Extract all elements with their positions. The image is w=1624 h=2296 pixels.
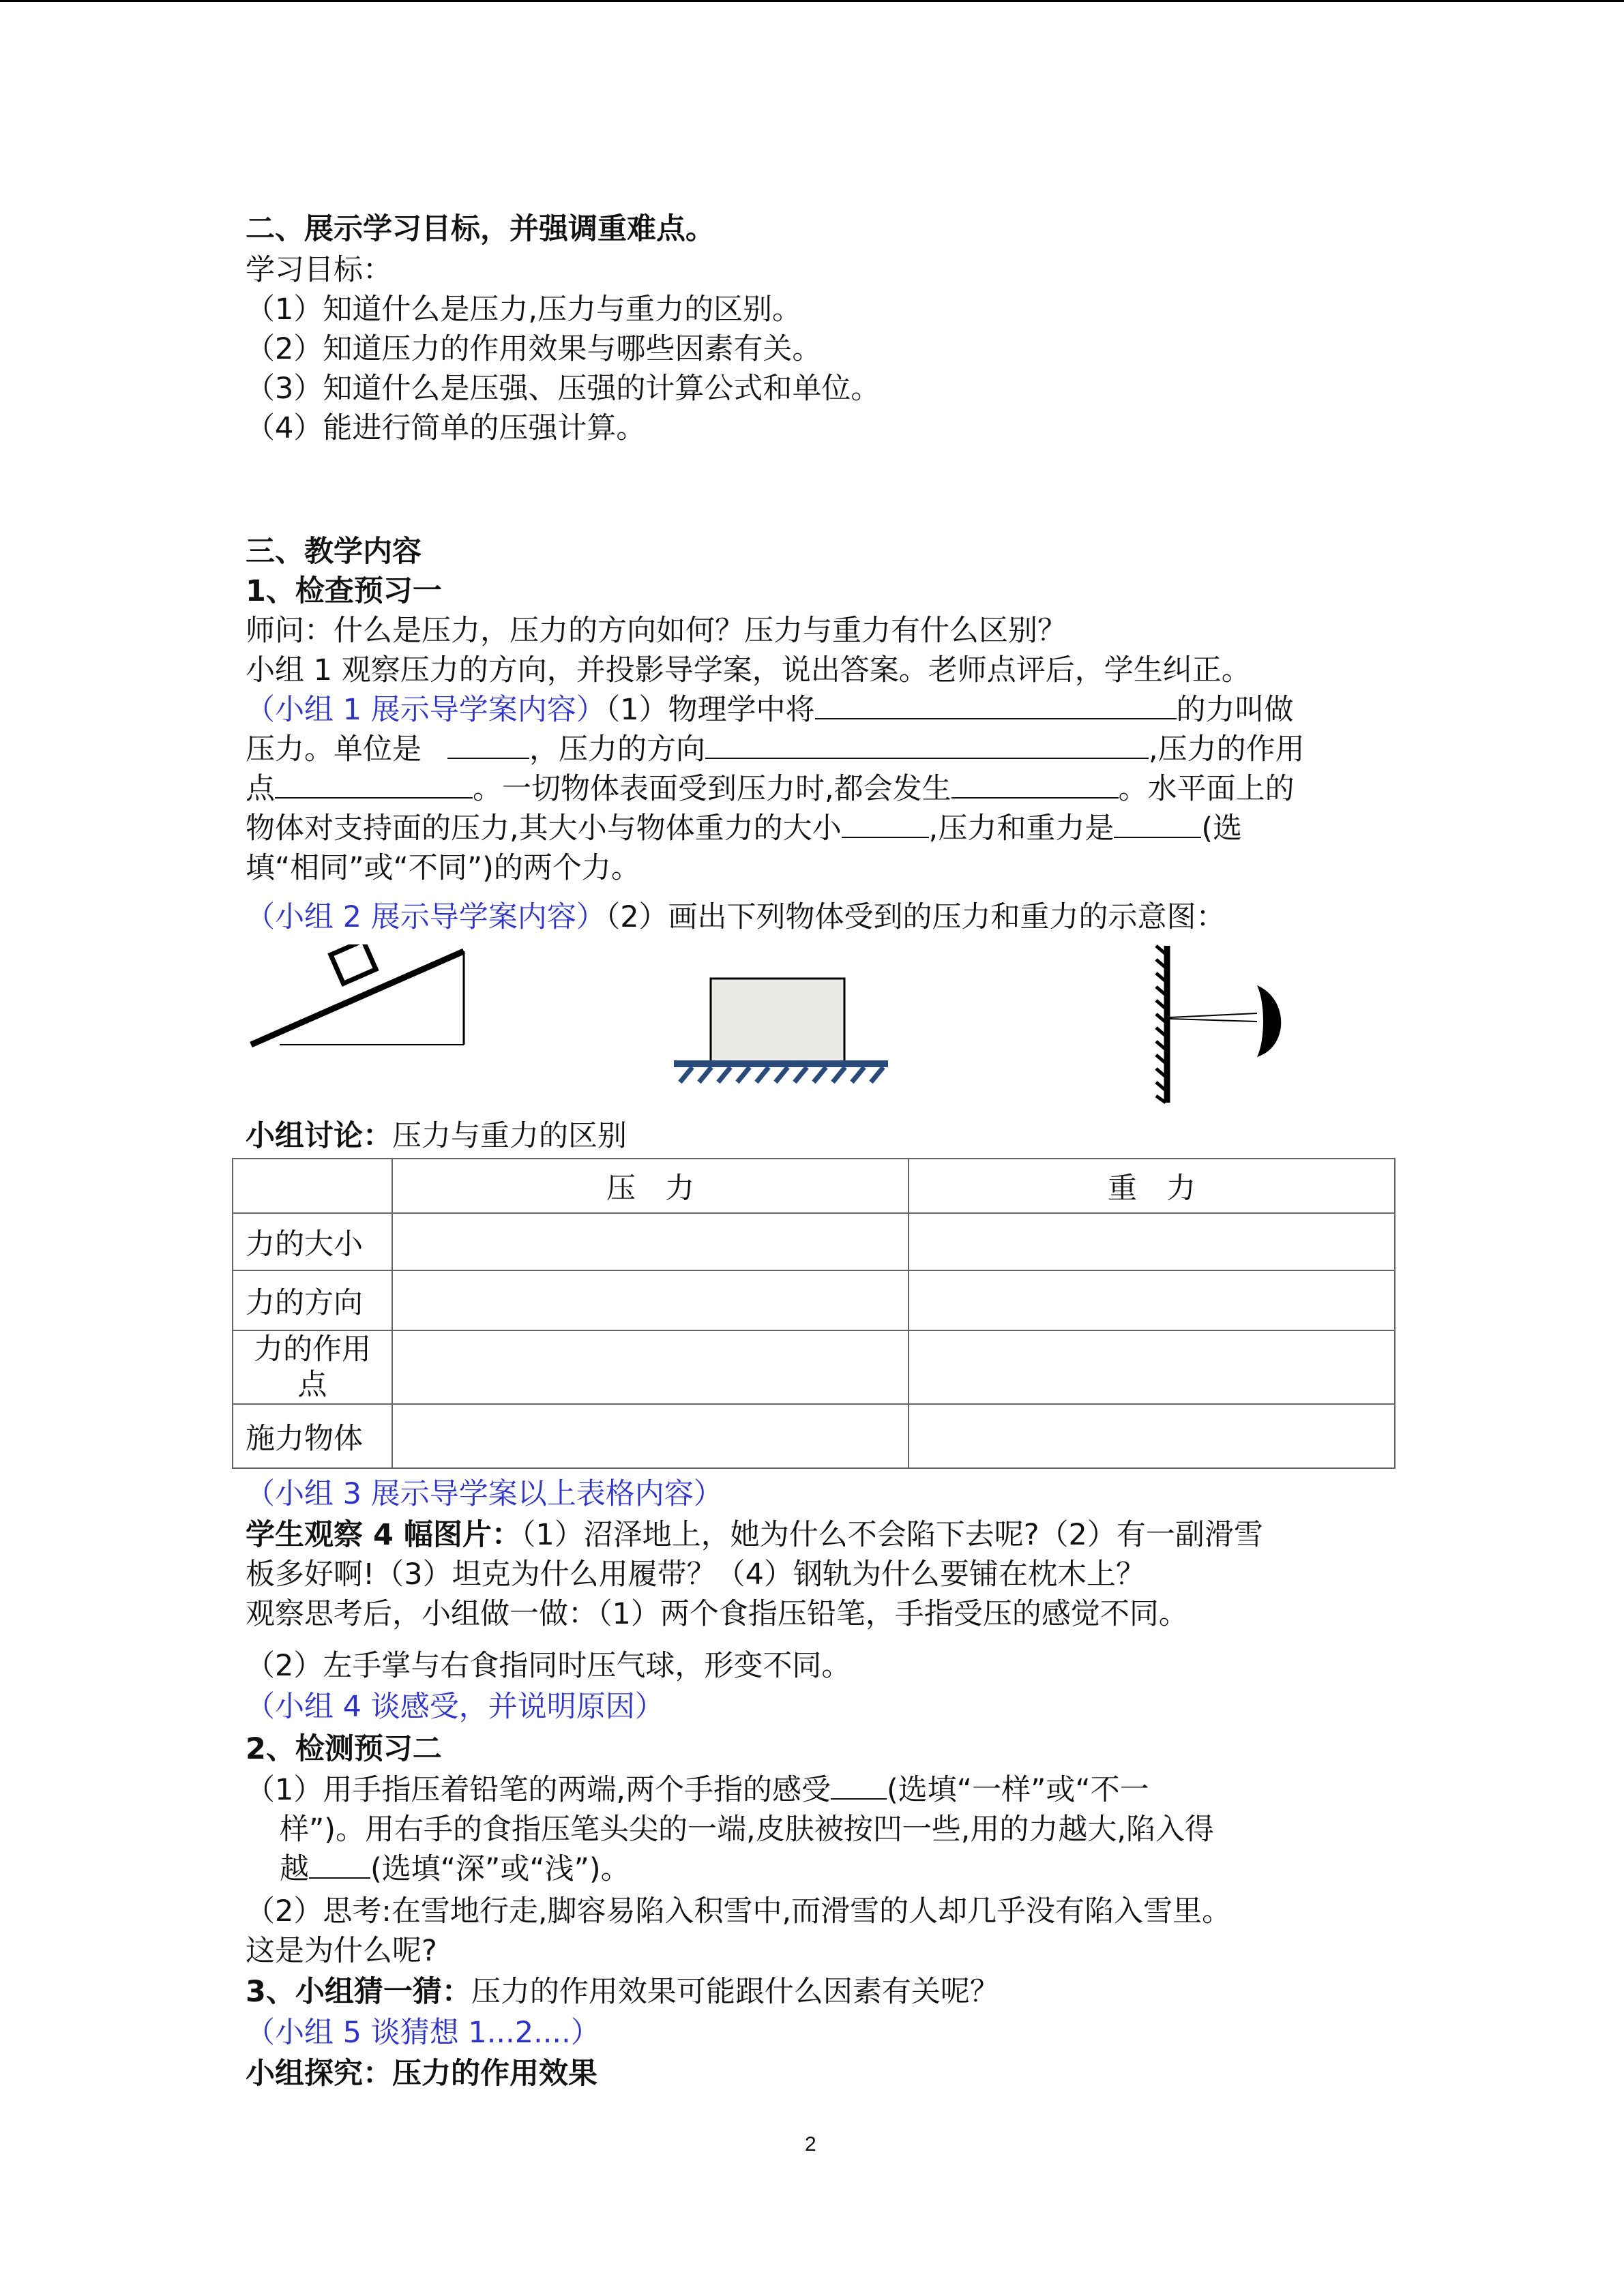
subsection-3-line bbox=[246, 1972, 999, 2012]
q1-blank-direction[interactable] bbox=[705, 730, 1149, 759]
group3-tag: （小组 3 展示导学案以上表格内容） bbox=[246, 1477, 723, 1511]
cell-pressure-exerting-object[interactable] bbox=[392, 1404, 909, 1468]
q1-blank-unit[interactable] bbox=[447, 730, 529, 759]
page-number: 2 bbox=[805, 2133, 816, 2156]
q1-text-h: 。水平面上的 bbox=[1118, 772, 1295, 806]
question-1-line-1 bbox=[246, 690, 1294, 730]
discussion-line bbox=[246, 1116, 627, 1156]
q1-text-b: 的力叫做 bbox=[1176, 693, 1294, 727]
suction-cup bbox=[1257, 985, 1281, 1057]
table-header-gravity: 重 力 bbox=[909, 1159, 1395, 1213]
table-row bbox=[233, 1330, 1395, 1404]
q1-text-j: ,压力和重力是 bbox=[928, 811, 1114, 846]
table-row bbox=[233, 1404, 1395, 1468]
practice-1-line-3 bbox=[280, 1849, 630, 1889]
observe-line-2: 板多好啊!（3）坦克为什么用履带？（4）钢轨为什么要铺在枕木上？ bbox=[246, 1557, 1145, 1592]
suction-cup-wall-figure bbox=[1149, 944, 1286, 1108]
suction-cup-stem-upper bbox=[1170, 1013, 1257, 1017]
practice-1-line-1 bbox=[246, 1770, 1149, 1810]
table-header-corner bbox=[233, 1159, 392, 1213]
cell-pressure-direction[interactable] bbox=[392, 1270, 909, 1330]
cell-pressure-point[interactable] bbox=[392, 1330, 909, 1404]
p1-text-b: (选填“一样”或“不一 bbox=[887, 1773, 1149, 1807]
group1-instruction: 小组 1 观察压力的方向，并投影导学案，说出答案。老师点评后，学生纠正。 bbox=[246, 653, 1251, 687]
q1-text-f: 点 bbox=[246, 772, 275, 806]
incline-block-figure bbox=[246, 944, 471, 1054]
q1-blank-magnitude[interactable] bbox=[842, 809, 929, 838]
p1-text-d: 越 bbox=[280, 1852, 309, 1886]
practice-1-line-2: 样”)。用右手的食指压笔头尖的一端,皮肤被按凹一些,用的力越大,陷入得 bbox=[280, 1813, 1215, 1847]
table-row bbox=[233, 1270, 1395, 1330]
practice-2-line-2: 这是为什么呢? bbox=[246, 1934, 437, 1968]
observe-label: 学生观察 4 幅图片： bbox=[246, 1518, 521, 1552]
p1-text-a: （1）用手指压着铅笔的两端,两个手指的感受 bbox=[246, 1773, 831, 1807]
subsection-3-label: 3、小组猜一猜： bbox=[246, 1975, 471, 2009]
teacher-question: 师问：什么是压力，压力的方向如何？压力与重力有什么区别？ bbox=[246, 614, 1067, 648]
discussion-label: 小组讨论： bbox=[246, 1119, 392, 1153]
cell-gravity-magnitude[interactable] bbox=[909, 1213, 1395, 1270]
box bbox=[711, 979, 844, 1063]
section3-heading: 三、教学内容 bbox=[246, 535, 422, 569]
q1-text-i: 物体对支持面的压力,其大小与物体重力的大小 bbox=[246, 811, 842, 846]
q1-blank-point[interactable] bbox=[275, 770, 473, 799]
q1-blank-deformation[interactable] bbox=[951, 770, 1119, 799]
row-label-direction: 力的方向 bbox=[233, 1270, 392, 1330]
question-1-line-3 bbox=[246, 769, 1295, 809]
discussion-text: 压力与重力的区别 bbox=[392, 1119, 627, 1153]
block-on-incline bbox=[331, 944, 376, 983]
cell-gravity-direction[interactable] bbox=[909, 1270, 1395, 1330]
q1-text-a: （1）物理学中将 bbox=[605, 693, 815, 727]
subsection-2-heading: 2、检测预习二 bbox=[246, 1732, 442, 1766]
think-line-2: （2）左手掌与右食指同时压气球，形变不同。 bbox=[246, 1649, 851, 1683]
observe-line-1 bbox=[246, 1515, 1263, 1555]
row-label-point-of-action: 力的作用点 bbox=[233, 1330, 392, 1404]
top-border bbox=[0, 0, 1624, 2]
q1-text-e: ,压力的作用 bbox=[1149, 732, 1305, 766]
question-2-text: （2）画出下列物体受到的压力和重力的示意图： bbox=[605, 900, 1226, 934]
group4-tag: （小组 4 谈感受，并说明原因） bbox=[246, 1690, 664, 1724]
objective-2: （2）知道压力的作用效果与哪些因素有关。 bbox=[246, 332, 822, 366]
observe-text-a: （1）沼泽地上，她为什么不会陷下去呢?（2）有一副滑雪 bbox=[520, 1518, 1263, 1552]
q1-text-d: ，压力的方向 bbox=[529, 732, 705, 766]
cell-pressure-magnitude[interactable] bbox=[392, 1213, 909, 1270]
q1-text-g: 。一切物体表面受到压力时,都会发生 bbox=[473, 772, 951, 806]
p1-blank-feeling[interactable] bbox=[831, 1771, 887, 1800]
q1-blank-definition[interactable] bbox=[815, 691, 1177, 719]
group1-tag: （小组 1 展示导学案内容） bbox=[246, 693, 606, 727]
objective-3: （3）知道什么是压强、压强的计算公式和单位。 bbox=[246, 372, 881, 406]
cell-gravity-point[interactable] bbox=[909, 1330, 1395, 1404]
group5-tag: （小组 5 谈猜想 1...2....） bbox=[246, 2016, 600, 2050]
table-header-pressure: 压 力 bbox=[392, 1159, 909, 1213]
cell-gravity-exerting-object[interactable] bbox=[909, 1404, 1395, 1468]
table-header-row bbox=[233, 1159, 1395, 1213]
practice-2-line-1: （2）思考:在雪地行走,脚容易陷入积雪中,而滑雪的人却几乎没有陷入雪里。 bbox=[246, 1894, 1232, 1928]
box-on-ground-figure bbox=[672, 972, 890, 1088]
subsection-3-text: 压力的作用效果可能跟什么因素有关呢？ bbox=[471, 1975, 999, 2009]
question-1-line-4 bbox=[246, 809, 1242, 848]
q1-text-k: (选 bbox=[1201, 811, 1243, 846]
pressure-gravity-comparison-table bbox=[232, 1158, 1396, 1469]
p1-text-e: (选填“深”或“浅”)。 bbox=[370, 1852, 630, 1886]
subsection-1-heading: 1、检查预习一 bbox=[246, 574, 442, 608]
row-label-exerting-object: 施力物体 bbox=[233, 1404, 392, 1468]
question-1-line-5: 填“相同”或“不同”)的两个力。 bbox=[246, 851, 640, 885]
group2-tag: （小组 2 展示导学案内容） bbox=[246, 900, 606, 934]
ground-hatching bbox=[680, 1067, 883, 1082]
suction-cup-stem-lower bbox=[1170, 1019, 1257, 1022]
inquiry-heading: 小组探究：压力的作用效果 bbox=[246, 2057, 597, 2091]
objectives-title: 学习目标： bbox=[246, 253, 392, 287]
question-1-line-2 bbox=[246, 730, 1305, 769]
row-label-magnitude: 力的大小 bbox=[233, 1213, 392, 1270]
question-2-line bbox=[246, 897, 1226, 937]
q1-blank-same-different[interactable] bbox=[1114, 809, 1201, 838]
objective-1: （1）知道什么是压力,压力与重力的区别。 bbox=[246, 293, 802, 327]
table-row bbox=[233, 1213, 1395, 1270]
q1-text-c: 压力。单位是 bbox=[246, 732, 422, 766]
p1-blank-depth[interactable] bbox=[309, 1850, 370, 1879]
objective-4: （4）能进行简单的压强计算。 bbox=[246, 411, 646, 445]
think-line-1: 观察思考后，小组做一做：（1）两个食指压铅笔，手指受压的感觉不同。 bbox=[246, 1597, 1188, 1631]
section2-heading: 二、展示学习目标，并强调重难点。 bbox=[246, 212, 715, 246]
